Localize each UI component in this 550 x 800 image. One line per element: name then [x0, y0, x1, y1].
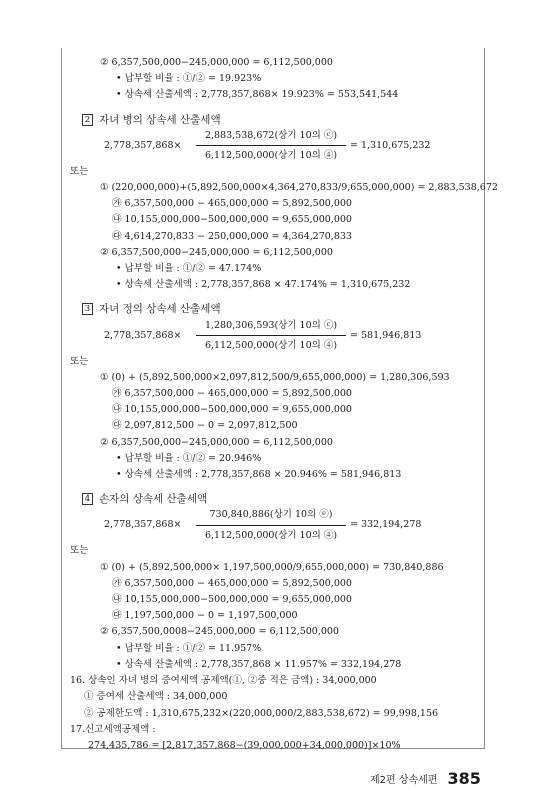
footer-section-title: 제2편 상속세편 [370, 775, 438, 786]
fraction-numerator: 730,840,886(상기 10의 ⓔ) [209, 509, 333, 521]
text-line: ㉰ 2,097,812,500 − 0 = 2,097,812,500 [112, 420, 298, 432]
section-title: 자녀 병의 상속세 산출세액 [99, 113, 221, 126]
fraction-denominator: 6,112,500,000(상기 10의 ④) [204, 150, 338, 162]
formula-multiplier: 2,778,357,868× [104, 329, 182, 341]
or-label: 또는 [70, 165, 89, 177]
text-line: ② 6,357,500,000−245,000,000 = 6,112,500,000 [100, 436, 333, 448]
text-line: ① (0) + (5,892,500,000× 1,197,500,000/9,655,000,000) = 730,840,886 [100, 561, 444, 573]
fraction-bar [196, 335, 346, 336]
formula-multiplier: 2,778,357,868× [104, 139, 182, 151]
fraction-numerator: 2,883,538,672(상기 10의 ⓒ) [204, 129, 338, 141]
section-number-box: 2 [82, 114, 93, 126]
text-line: ① (220,000,000)+(5,892,500,000×4,364,270,833/9,655,000,000) = 2,883,538,672 [100, 182, 498, 194]
formula-result: = 1,310,675,232 [350, 139, 431, 151]
text-line: ㉰ 1,197,500,000 − 0 = 1,197,500,000 [112, 610, 298, 622]
text-line: ㉮ 6,357,500,000 − 465,000,000 = 5,892,500,000 [112, 198, 352, 210]
text-line: • 납부할 비율 : ①/② = 47.174% [116, 263, 262, 275]
text-line: ② 6,357,500,000−245,000,000 = 6,112,500,000 [100, 57, 333, 68]
fraction-denominator: 6,112,500,000(상기 10의 ④) [204, 529, 338, 541]
text-line: ② 6,357,500,0008−245,000,000 = 6,112,500,000 [100, 626, 339, 638]
page-number: 385 [447, 769, 481, 788]
section-number-box: 3 [82, 303, 93, 315]
section-title: 자녀 정의 상속세 산출세액 [99, 303, 221, 316]
text-line: • 상속세 산출세액 : 2,778,357,868 × 47.174% = 1,310,675,232 [116, 279, 411, 291]
text-line: • 납부할 비율 : ①/② = 11.957% [116, 642, 262, 654]
text-line: ① (0) + (5,892,500,000×2,097,812,500/9,655,000,000) = 1,280,306,593 [100, 371, 450, 383]
text-line: ② 공제한도액 : 1,310,675,232×(220,000,000/2,883,538,672) = 99,998,156 [84, 707, 439, 719]
or-label: 또는 [70, 355, 89, 367]
fraction-formula [82, 128, 482, 164]
text-line: • 상속세 산출세액 : 2,778,357,868 × 11.957% = 332,194,278 [116, 658, 402, 670]
text-line: ㉯ 10,155,000,000−500,000,000 = 9,655,000,000 [112, 214, 352, 226]
formula-result: = 581,946,813 [350, 329, 422, 341]
page-footer [370, 768, 481, 788]
fraction-formula [82, 507, 482, 543]
fraction-denominator: 6,112,500,000(상기 10의 ④) [204, 339, 338, 351]
formula-multiplier: 2,778,357,868× [104, 519, 182, 531]
fraction [196, 128, 346, 164]
section-heading [82, 491, 482, 507]
text-line: 274,435,786 = [2,817,357,868−(39,000,000+34,000,000)]×10% [88, 739, 401, 751]
fraction-bar [196, 145, 346, 146]
fraction-numerator: 1,280,306,593(상기 10의 ⓒ) [204, 319, 338, 331]
item-16-title: 16. 상속인 자녀 병의 증여세액 공제액(①, ②중 적은 금액) : 34,000,000 [70, 675, 377, 687]
formula-result: = 332,194,278 [350, 519, 422, 531]
or-label: 또는 [70, 545, 89, 557]
page-content [70, 55, 498, 754]
text-line: • 상속세 산출세액 : 2,778,357,868× 19.923% = 553,541,544 [116, 89, 399, 101]
text-line: ㉰ 4,614,270,833 − 250,000,000 = 4,364,270,833 [112, 230, 352, 242]
item-17-title: 17.신고세액공제액 : [70, 723, 156, 735]
right-border-rule [484, 48, 485, 748]
text-line: • 납부할 비율 : ①/② = 20.946% [116, 452, 262, 464]
left-border-rule [61, 48, 62, 748]
section-number-box: 4 [82, 493, 93, 505]
text-line: • 납부할 비율 : ①/② = 19.923% [116, 73, 262, 85]
fraction [196, 318, 346, 354]
fraction-bar [196, 525, 346, 526]
text-line: • 상속세 산출세액 : 2,778,357,868 × 20.946% = 581,946,813 [116, 469, 402, 481]
text-line: ㉯ 10,155,000,000−500,000,000 = 9,655,000,000 [112, 404, 352, 416]
text-line: ② 6,357,500,000−245,000,000 = 6,112,500,000 [100, 246, 333, 258]
text-line: ㉮ 6,357,500,000 − 465,000,000 = 5,892,500,000 [112, 577, 352, 589]
section-heading [82, 112, 482, 128]
section-title: 손자의 상속세 산출세액 [99, 493, 208, 506]
fraction-formula [82, 318, 482, 354]
text-line: ① 증여세 산출세액 : 34,000,000 [84, 691, 228, 703]
text-line: ㉮ 6,357,500,000 − 465,000,000 = 5,892,500,000 [112, 388, 352, 400]
section-heading [82, 301, 482, 317]
fraction [196, 507, 346, 543]
text-line: ㉯ 10,155,000,000−500,000,000 = 9,655,000,000 [112, 594, 352, 606]
